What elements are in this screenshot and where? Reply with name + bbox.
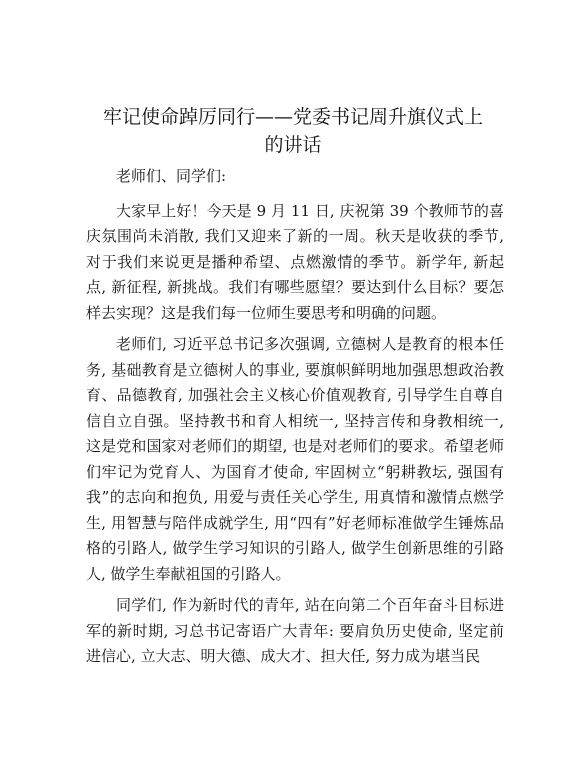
salutation: 老师们、同学们: xyxy=(116,167,227,185)
paragraph-greeting: 大家早上好！今天是 9 月 11 日, 庆祝第 39 个教师节的喜庆氛围尚未消散, 我们又迎来了新的一周。秋天是收获的季节, 对于我们来说更是播种希望、点燃激情的季节。新学年, 新起点, 新征程, 新挑战。我们有哪些愿望？要达到什么目标？要怎样去实现？这是我们每一位师生要思考和明确的问题。 xyxy=(86,201,504,322)
title-line-2: 的讲话 xyxy=(264,134,322,156)
document-body xyxy=(86,164,504,676)
paragraph-teachers: 老师们, 习近平总书记多次强调, 立德树人是教育的根本任务, 基础教育是立德树人的事业, 要旗帜鲜明地加强思想政治教育、品德教育, 加强社会主义核心价值观教育, 引导学生自尊自信自立自强。坚持教书和育人相统一, 坚持言传和身教相统一, 这是党和国家对老师们的期望, 也是对老师们的要求。希望老师们牢记为党育人、为国育才使命, 牢固树立“躬耕教坛, 强国有我”的志向和抱负, 用爱与责任关心学生, 用真情和激情点燃学生, 用智慧与陪伴成就学生, 用“四有”好老师标准做学生锤炼品格的引路人, 做学生学习知识的引路人, 做学生创新思维的引路人, 做学生奉献祖国的引路人。 xyxy=(86,335,504,583)
title-line-1: 牢记使命踔厉同行——党委书记周升旗仪式上 xyxy=(102,106,483,128)
document-title xyxy=(70,103,516,159)
paragraph-students: 同学们, 作为新时代的青年, 站在向第二个百年奋斗目标进军的新时期, 习总书记寄语广大青年: 要肩负历史使命, 坚定前进信心, 立大志、明大德、成大才、担大任, 努力成为堪当民 xyxy=(86,596,504,665)
